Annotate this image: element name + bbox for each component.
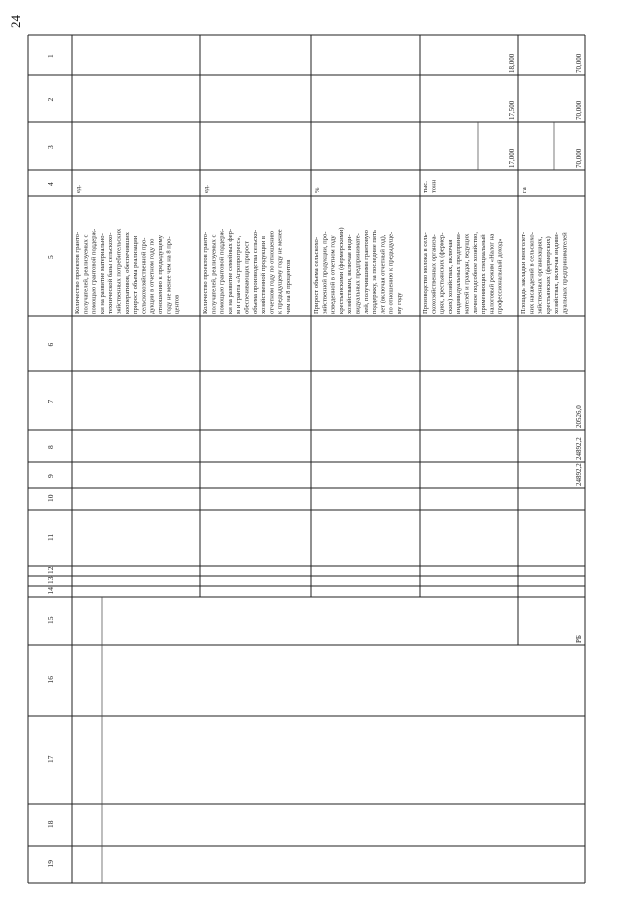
column-header-3: 17 (46, 755, 55, 763)
target-value-19: 70,000 (575, 53, 583, 73)
indicator-text-line: кооперативов, обеспечивших (123, 232, 131, 314)
value-col-11: 24892,2 (575, 463, 583, 486)
indicator-text-line: хозяйствами, включая инди- (346, 234, 354, 314)
page-number: 24 (8, 15, 23, 28)
budget-source: РБ (575, 635, 583, 643)
indicator-text-line: к предыдущему году не менее (276, 229, 284, 314)
indicator-text-line: ских) хозяйствах, включая (446, 239, 454, 314)
indicator-text-line: зяйственных организациях, (536, 236, 544, 314)
indicator-text-line: году не менее чем на 8 про- (165, 236, 173, 314)
column-header-9: 11 (46, 533, 55, 541)
column-header-6: 14 (46, 587, 55, 595)
indicator-text-line: Прирост объема сельскохо- (313, 236, 320, 314)
indicator-text-line: объема производства сельско- (251, 229, 259, 314)
target-value-18: 70,000 (575, 100, 583, 120)
indicator-text-line: Количество проектов гранто- (202, 231, 209, 314)
indicator-text-line: обеспечивающих прирост (243, 240, 251, 314)
indicator-text-line: помощью грантовой поддерж- (90, 228, 98, 314)
unit-label: ед. (203, 185, 210, 193)
column-header-12: 8 (46, 445, 55, 449)
unit-label: % (314, 187, 321, 193)
indicator-text-line: хозяйственной продукции в (260, 236, 268, 314)
value-col-12: 24892,2 (575, 437, 583, 460)
indicator-text-line: мателей и граждан, ведущих (463, 233, 471, 314)
unit-label: ед. (75, 185, 82, 193)
indicator-text-line: лей, получившими грантовую (362, 230, 370, 314)
column-header-18: 2 (46, 97, 55, 102)
indicator-text-line: чем на 8 процентов (285, 259, 292, 314)
indicator-text-line: видуальных предпринимате- (354, 233, 362, 314)
indicator-text-line: применяющих специальный (480, 234, 488, 314)
indicator-text-line: циях, крестьянских (фермер- (438, 232, 446, 314)
target-value-17: 17,000 (508, 148, 516, 168)
indicator-text-line: дукции в отчетном году по (148, 238, 156, 314)
column-header-10: 10 (46, 494, 55, 502)
indicator-text-line: профессиональный доход» (496, 238, 504, 314)
table-text (46, 53, 583, 867)
column-header-19: 1 (46, 54, 55, 58)
indicator-text-line: поддержку, за последние пять (371, 230, 379, 314)
value-col-13: 20526,0 (575, 405, 583, 428)
indicator-text-line: м и гранта «Агропрогресс», (235, 235, 243, 314)
indicator-text-line: налоговый режим «Налог на (488, 233, 496, 314)
indicator-text-line: изведенной в отчетном году (329, 235, 337, 314)
indicator-text-line: помощью грантовой поддерж- (218, 228, 226, 314)
indicator-text-line: хозяйствах, включая индиви- (553, 232, 561, 314)
indicator-text-line: лет (включая отчетный год), (379, 234, 387, 314)
indicator-text-line: зяйственных потребительских (115, 228, 123, 314)
column-header-11: 9 (46, 474, 55, 478)
indicator-text-line: крестьянскими (фермерскими) (337, 227, 345, 314)
indicator-text-line: получателей, реализуемых с (82, 234, 90, 314)
column-header-14: 6 (46, 342, 55, 347)
indicator-text-line: личное подсобное хозяйство, (471, 232, 479, 314)
indicator-text-line: прирост объема реализации (132, 235, 140, 314)
indicator-text-line: по отношению к предыдуще- (387, 231, 395, 314)
column-header-2: 18 (46, 820, 55, 828)
unit-label: тонн (430, 179, 438, 193)
indicator-text-line: Производство молока в сель- (422, 232, 429, 314)
target-value-19: 18,000 (508, 53, 516, 73)
indicator-text-line: крестьянских (фермерских) (544, 236, 552, 314)
indicator-text-line: ки на развитие семейных фер- (226, 228, 234, 314)
indicator-text-line: центов (173, 294, 181, 314)
indicator-text-line: скохозяйственных организа- (430, 234, 438, 314)
indicator-text-line: них насаждений в сельскохо- (528, 232, 536, 314)
unit-label: тыс. (422, 181, 429, 193)
column-header-1: 19 (46, 860, 55, 868)
indicator-text-line: Площадь закладки многолет- (520, 231, 527, 314)
table-grid (28, 35, 585, 883)
column-header-7: 13 (46, 576, 55, 584)
indicator-text-line: му году (396, 292, 403, 314)
indicator-text-line: сельскохозяйственной про- (140, 237, 148, 314)
target-value-17: 70,000 (575, 148, 583, 168)
indicator-text-line: дуальных предпринимателей (561, 232, 569, 314)
indicator-text-line: отчетном году по отношению (268, 230, 276, 314)
indicator-text-line: Количество проектов гранто- (74, 231, 81, 314)
target-value-18: 17,500 (508, 100, 516, 120)
column-header-16: 4 (46, 182, 55, 186)
indicator-text-line: получателей, реализуемых с (210, 234, 218, 314)
column-header-17: 3 (46, 145, 55, 149)
column-header-15: 5 (46, 255, 55, 259)
column-header-5: 15 (46, 616, 55, 624)
indicator-text-line: зяйственной продукции, про- (321, 231, 329, 314)
indicator-text-line: ки на развитие материально- (98, 233, 106, 314)
indicator-text-line: отношению к предыдущему (157, 235, 164, 314)
indicator-text-line: технической базы сельскохо- (107, 232, 115, 314)
indicator-text-line: индивидуальных предприни- (455, 232, 463, 314)
unit-label: га (521, 187, 528, 193)
column-header-4: 16 (46, 676, 55, 684)
column-header-13: 7 (46, 399, 55, 404)
column-header-8: 12 (46, 566, 55, 574)
